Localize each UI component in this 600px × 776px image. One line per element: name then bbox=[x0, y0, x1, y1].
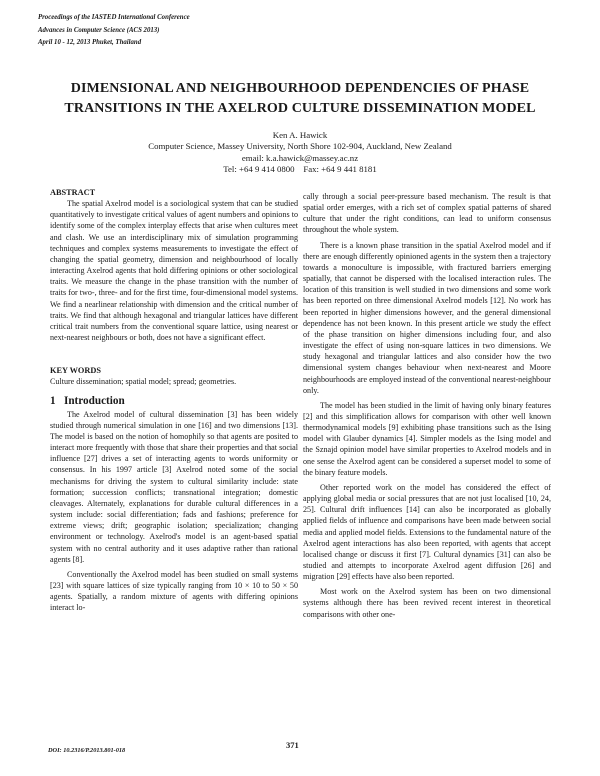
footer-doi: DOI: 10.2316/P.2013.801-018 bbox=[48, 747, 126, 754]
author-affiliation: Computer Science, Massey University, North Shore 102-904, Auckland, New Zealand bbox=[148, 141, 452, 152]
section-heading-introduction: 1 Introduction bbox=[50, 394, 125, 407]
author-block bbox=[40, 130, 560, 175]
right-column bbox=[303, 191, 551, 620]
right-paragraph-0: cally through a social peer-pressure based mechanism. The result is that spatial order emerges, with a rich set of complex spatial patterns of shared culture that under the right conditions, can lead to uniform consensus throughout the whole system. bbox=[303, 192, 551, 235]
abstract-text: The spatial Axelrod model is a sociological system that can be studied quantitatively to investigate critical values of agent numbers and opinions to identify some of the complex interplay effects that arise when cultures meet and clash. We use an interdisciplinary mix of simulation programming techniques and complex systems measurements to investigate the effect of changing the spatial geometry, dimension and neighbourhood of locally interacting Axelrod agents that hold differing opinions or other sociological traits. We measure the change in the phase transition with the number of traits for two-, three- and for the first time, four-dimensional model systems. We find a nearlinear relationship with dimension and the critical number of traits. We find that although hexagonal and triangular lattices have different critical trait numbers from the conventional square lattice, using nearest or next-nearest neighbours or both, does not have a significant effect. bbox=[50, 199, 298, 343]
page-number: 371 bbox=[286, 740, 299, 750]
author-email: email: k.a.hawick@massey.ac.nz bbox=[241, 152, 359, 163]
title-line-2: TRANSITIONS IN THE AXELROD CULTURE DISSEMINATION MODEL bbox=[64, 101, 536, 116]
header-line-3: April 10 - 12, 2013 Phuket, Thailand bbox=[38, 39, 142, 46]
header-line-1: Proceedings of the IASTED International Conference bbox=[38, 14, 190, 21]
intro-paragraph-2: Conventionally the Axelrod model has been studied on small systems [23] with square lattices of size typically ranging from 10 × 10 to 50 × 50 agents. Spatially, a random mixture of agents with differing opinions interact lo- bbox=[50, 569, 298, 613]
conference-header bbox=[38, 12, 190, 50]
right-paragraph-2: The model has been studied in the limit of having only binary features [2] and this simplification allows for comparison with other well known thermodynamical models [9] exhibiting phase transitions such as the Ising model with Glauber dynamics [4]. Simpler models as the Ising model and the Sznajd opinion model have similar properties to Axelrod models and in one sense the Axelrod agent can be considered a superset model to some of the binary feature models. bbox=[303, 400, 551, 477]
keywords-heading: KEY WORDS bbox=[50, 366, 101, 376]
author-name: Ken A. Hawick bbox=[272, 130, 328, 140]
abstract-heading: ABSTRACT bbox=[50, 188, 96, 197]
keywords-text: Culture dissemination; spatial model; spread; geometries. bbox=[50, 377, 237, 387]
paper-title bbox=[40, 79, 560, 119]
author-phone: Tel: +64 9 414 0800 Fax: +64 9 441 8181 bbox=[223, 163, 377, 174]
right-paragraph-1: There is a known phase transition in the spatial Axelrod model and if there are enough differently opinioned agents in the system then a trajectory towards a monoculture is impossible, with fractured barriers emerging spatially, that cannot be dispersed with the localised interaction rules. The location of this transition is well studied in two dimensions and some work has been reported on three dimensional Axelrod models [12]. No work has been reported in higher dimensions however, and the general dimensional dependence has not been known. In this present article we study the effect of the phase transition on higher dimensions including four, and also investigate the effect of using non-square lattices in two dimensions. We study hexagonal and triangular lattices and also consider how the two dimensional system changes behaviour when next-nearest and Moore neighbourhoods are employed instead of the conventional nearest-neighbour only. bbox=[303, 240, 551, 395]
left-column bbox=[50, 187, 298, 613]
title-line-1: DIMENSIONAL AND NEIGHBOURHOOD DEPENDENCIES OF PHASE bbox=[70, 81, 530, 96]
right-paragraph-3: Other reported work on the model has considered the effect of applying global media or social pressures that are not just localised [10, 24, 25]. Cultural drift influences [14] can also be incorporated as globally applied fields of influence and comparisons have been made between social media and applied model fields. Extensions to the fundamental nature of the Axelrod agent interactions has also been reported, with agents that accept localised change or discuss it first [7]. Cultural dynamics [31] can also be studied and attempts to incorporate Axelrod agent diffusion [26] and migration [29] effects have also been reported. bbox=[303, 482, 551, 582]
header-line-2: Advances in Computer Science (ACS 2013) bbox=[38, 26, 160, 34]
intro-paragraph-1: The Axelrod model of cultural dissemination [3] has been widely studied through numerical simulation in one [16] and two dimensions [13]. The model is based on the notion of homophily so that agents are posited to interact more frequently with those that share their properties and that social influence [27] drives a set of interacting agents to words uniformity or consensus. In his 1997 article [3] Axelrod noted some of the social mechanisms for driving the system to cultural similarity include: state formation; succession conflicts; transnational integration; domestic cleavages. Alternately, explanations for durable cultural differences in a system include: social differentiation; fads and fashions; preference for extreme views; drift; geographic isolation; specialization; changing environment or technology. Axelrod's model is an agent-based spatial system with no central authority and it uses adaptive rather than rational agents [8]. bbox=[50, 409, 298, 564]
right-paragraph-4: Most work on the Axelrod system has been on two dimensional systems although there has been revived recent interest in theoretical comparisons with other one- bbox=[303, 587, 551, 619]
